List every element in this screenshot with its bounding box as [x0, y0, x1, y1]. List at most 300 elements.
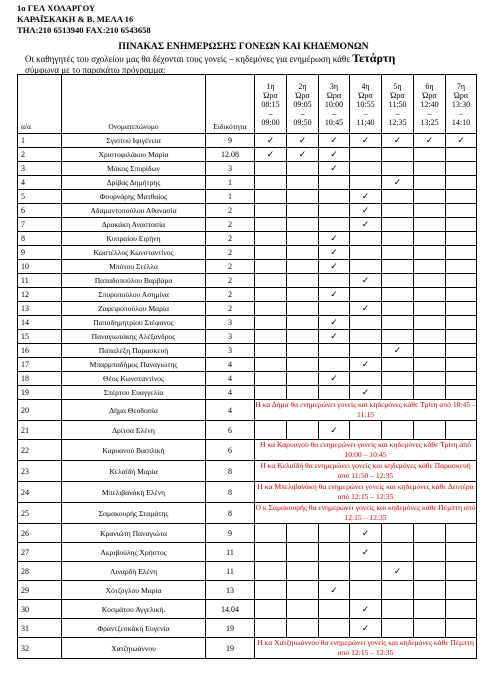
- row-number: 28: [18, 562, 62, 581]
- teacher-name: Παπαλέξη Παρασκευή: [62, 344, 206, 358]
- row-number: 17: [18, 358, 62, 372]
- period-cell: [319, 246, 350, 260]
- period-cell: [414, 600, 446, 619]
- period-cell: [382, 246, 414, 260]
- period-cell: [319, 288, 350, 302]
- period-cell: [287, 524, 319, 543]
- period-cell: [350, 581, 382, 600]
- table-row: [18, 344, 477, 358]
- check-icon: ✓: [266, 135, 275, 145]
- period-cell: [382, 274, 414, 288]
- period-cell: [319, 274, 350, 288]
- period-cell: [287, 148, 319, 162]
- table-row: [18, 218, 477, 232]
- row-number: 3: [18, 162, 62, 176]
- check-icon: ✓: [266, 149, 275, 159]
- table-row: [18, 302, 477, 316]
- teacher-name: Χατζηιωάννου: [62, 638, 206, 659]
- schedule-note: Η κα Χατζηιωάννου θα ενημερώνει γονείς και κηδεμόνες κάθε Πέμπτη από 12:15 – 12:35: [255, 638, 477, 659]
- period-cell: [350, 600, 382, 619]
- period-cell: [446, 176, 477, 190]
- table-row: [18, 358, 477, 372]
- period-cell: [287, 600, 319, 619]
- period-cell: [255, 358, 287, 372]
- period-cell: [350, 386, 382, 400]
- period-cell: [319, 581, 350, 600]
- check-icon: ✓: [330, 233, 338, 243]
- check-icon: ✓: [330, 135, 338, 145]
- row-number: 31: [18, 619, 62, 638]
- teacher-name: Μπαρμπαδήμος Παναγιώτης: [62, 358, 206, 372]
- period-cell: [319, 619, 350, 638]
- table-row: [18, 386, 477, 400]
- row-number: 25: [18, 503, 62, 524]
- period-cell: [255, 372, 287, 386]
- period-cell: [255, 386, 287, 400]
- period-cell: [414, 619, 446, 638]
- period-cell: [287, 619, 319, 638]
- row-number: 16: [18, 344, 62, 358]
- check-icon: ✓: [330, 373, 338, 383]
- period-cell: [350, 302, 382, 316]
- period-cell: [350, 421, 382, 440]
- period-cell: [350, 232, 382, 246]
- period-cell: [255, 232, 287, 246]
- period-cell: [382, 581, 414, 600]
- schedule-table: [17, 74, 477, 659]
- teacher-name: Δρίτσα Ελένη: [62, 421, 206, 440]
- teacher-name: Λιναρδή Ελένη: [62, 562, 206, 581]
- period-cell: [446, 358, 477, 372]
- table-row: [18, 260, 477, 274]
- table-row: [18, 330, 477, 344]
- check-icon: ✓: [361, 527, 370, 538]
- table-row: [18, 400, 477, 421]
- row-number: 13: [18, 302, 62, 316]
- period-cell: [446, 246, 477, 260]
- period-cell: [319, 600, 350, 619]
- col-period-7: 7η Ώρα 13:30 – 14:10: [446, 75, 477, 134]
- specialty: 4: [206, 386, 255, 400]
- period-cell: [255, 600, 287, 619]
- specialty: 19: [206, 638, 255, 659]
- period-cell: [414, 288, 446, 302]
- check-icon: ✓: [330, 261, 338, 271]
- teacher-name: Παπαδοπούλου Βαρβάρα: [62, 274, 206, 288]
- row-number: 8: [18, 232, 62, 246]
- row-number: 23: [18, 461, 62, 482]
- teacher-name: Αδαμαντοπούλου Αθανασία: [62, 204, 206, 218]
- col-period-4: 4η Ώρα 10:55 – 11:40: [350, 75, 382, 134]
- period-cell: [287, 232, 319, 246]
- row-number: 19: [18, 386, 62, 400]
- check-icon: ✓: [361, 191, 370, 201]
- col-name: Ονοματεπώνυμο: [62, 75, 206, 134]
- period-cell: [446, 386, 477, 400]
- period-cell: [287, 204, 319, 218]
- row-number: 26: [18, 524, 62, 543]
- period-cell: [350, 274, 382, 288]
- period-cell: [446, 344, 477, 358]
- period-cell: [414, 260, 446, 274]
- period-cell: [255, 543, 287, 562]
- period-cell: [414, 330, 446, 344]
- specialty: 1: [206, 190, 255, 204]
- row-number: 15: [18, 330, 62, 344]
- check-icon: ✓: [457, 135, 465, 145]
- period-cell: [350, 288, 382, 302]
- teacher-name: Κελαϊδή Μαρία: [62, 461, 206, 482]
- period-cell: [414, 581, 446, 600]
- row-number: 5: [18, 190, 62, 204]
- period-cell: [287, 316, 319, 330]
- period-cell: [319, 176, 350, 190]
- period-cell: [319, 316, 350, 330]
- table-row: [18, 440, 477, 461]
- period-cell: [446, 162, 477, 176]
- period-cell: [446, 421, 477, 440]
- check-icon: ✓: [361, 205, 370, 215]
- period-cell: [382, 562, 414, 581]
- table-row: [18, 461, 477, 482]
- period-cell: [350, 344, 382, 358]
- period-cell: [414, 134, 446, 148]
- period-cell: [446, 562, 477, 581]
- table-row: [18, 232, 477, 246]
- period-cell: [382, 524, 414, 543]
- schedule-note: Η κα Κελαϊδή θα ενημερώνει γονείς και κηδεμόνες κάθε Παρασκευή από 11:50 – 12:35: [255, 461, 477, 482]
- period-cell: [382, 148, 414, 162]
- specialty: 2: [206, 274, 255, 288]
- period-cell: [255, 274, 287, 288]
- specialty: 11: [206, 543, 255, 562]
- period-cell: [255, 134, 287, 148]
- period-cell: [287, 162, 319, 176]
- table-row: [18, 134, 477, 148]
- table-row: [18, 503, 477, 524]
- period-cell: [382, 619, 414, 638]
- teacher-name: Χριστοφιλάκου Μαρία: [62, 148, 206, 162]
- period-cell: [446, 274, 477, 288]
- specialty: 13: [206, 581, 255, 600]
- check-icon: ✓: [393, 565, 402, 576]
- row-number: 30: [18, 600, 62, 619]
- check-icon: ✓: [393, 345, 402, 355]
- period-cell: [255, 176, 287, 190]
- period-cell: [350, 162, 382, 176]
- intro-line2: σύμφωνα με το παρακάτω πρόγραμμα:: [25, 65, 166, 75]
- period-cell: [319, 218, 350, 232]
- table-row: [18, 543, 477, 562]
- col-aa: α/α: [18, 75, 62, 134]
- school-name: 1ο ΓΕΛ ΧΟΛΑΡΓΟΥ: [17, 3, 96, 13]
- schedule-note: Η κα Μπελιβανάκη θα ενημερώνει γονείς και κηδεμόνες κάθε Δευτέρα από 12:15 – 12:35: [255, 482, 477, 503]
- period-cell: [255, 288, 287, 302]
- period-cell: [414, 543, 446, 562]
- period-cell: [287, 344, 319, 358]
- period-cell: [255, 581, 287, 600]
- period-cell: [255, 162, 287, 176]
- period-cell: [255, 619, 287, 638]
- teacher-name: Χότζογλου Μαρία: [62, 581, 206, 600]
- row-number: 32: [18, 638, 62, 659]
- row-number: 20: [18, 400, 62, 421]
- specialty: 3: [206, 330, 255, 344]
- check-icon: ✓: [330, 424, 338, 435]
- row-number: 9: [18, 246, 62, 260]
- table-row: [18, 600, 477, 619]
- check-icon: ✓: [361, 387, 370, 397]
- period-cell: [446, 543, 477, 562]
- col-period-2: 2η Ώρα 09:05 – 09:50: [287, 75, 319, 134]
- period-cell: [287, 358, 319, 372]
- period-cell: [414, 562, 446, 581]
- table-row: [18, 524, 477, 543]
- period-cell: [350, 204, 382, 218]
- row-number: 18: [18, 372, 62, 386]
- period-cell: [255, 344, 287, 358]
- period-cell: [446, 148, 477, 162]
- period-cell: [382, 288, 414, 302]
- period-cell: [350, 148, 382, 162]
- check-icon: ✓: [330, 331, 338, 341]
- period-cell: [319, 190, 350, 204]
- period-cell: [350, 176, 382, 190]
- specialty: 2: [206, 232, 255, 246]
- row-number: 10: [18, 260, 62, 274]
- check-icon: ✓: [330, 149, 338, 159]
- teacher-name: Παναγιωτάκης Αλέξανδρος: [62, 330, 206, 344]
- teacher-name: Ζαφειροπούλου Μαρία: [62, 302, 206, 316]
- period-cell: [350, 218, 382, 232]
- teacher-name: Φουρνάρης Ματθαίος: [62, 190, 206, 204]
- period-cell: [414, 421, 446, 440]
- period-cell: [319, 372, 350, 386]
- period-cell: [382, 176, 414, 190]
- period-cell: [382, 358, 414, 372]
- period-cell: [414, 190, 446, 204]
- intro-text: [25, 53, 395, 76]
- check-icon: ✓: [298, 149, 307, 159]
- specialty: 6: [206, 440, 255, 461]
- table-row: [18, 148, 477, 162]
- period-cell: [350, 330, 382, 344]
- teacher-name: Κωστέλλος Κωνσταντίνος: [62, 246, 206, 260]
- specialty: 4: [206, 372, 255, 386]
- period-cell: [287, 421, 319, 440]
- period-cell: [446, 619, 477, 638]
- period-cell: [350, 190, 382, 204]
- period-cell: [319, 162, 350, 176]
- period-cell: [350, 562, 382, 581]
- row-number: 11: [18, 274, 62, 288]
- specialty: 9: [206, 134, 255, 148]
- period-cell: [287, 330, 319, 344]
- specialty: 3: [206, 316, 255, 330]
- table-row: [18, 619, 477, 638]
- period-cell: [382, 162, 414, 176]
- row-number: 7: [18, 218, 62, 232]
- col-period-5: 5η Ώρα 11:50 – 12:35: [382, 75, 414, 134]
- period-cell: [287, 581, 319, 600]
- table-row: [18, 421, 477, 440]
- period-cell: [287, 218, 319, 232]
- period-cell: [446, 134, 477, 148]
- period-cell: [446, 218, 477, 232]
- period-cell: [382, 260, 414, 274]
- specialty: 9: [206, 524, 255, 543]
- check-icon: ✓: [393, 135, 402, 145]
- specialty: 2: [206, 218, 255, 232]
- period-cell: [446, 600, 477, 619]
- check-icon: ✓: [361, 275, 370, 285]
- period-cell: [255, 302, 287, 316]
- row-number: 21: [18, 421, 62, 440]
- period-cell: [319, 344, 350, 358]
- period-cell: [350, 543, 382, 562]
- table-row: [18, 482, 477, 503]
- period-cell: [319, 302, 350, 316]
- specialty: 14.04: [206, 600, 255, 619]
- period-cell: [319, 386, 350, 400]
- schedule-note: Η κα Δήμα θα ενημερώνει γονείς και κηδεμόνες κάθε Τρίτη από 10:45 – 11:15: [255, 400, 476, 419]
- period-cell: [319, 524, 350, 543]
- teacher-name: Σπυροπούλου Ασημίνα: [62, 288, 206, 302]
- check-icon: ✓: [298, 135, 307, 145]
- period-cell: [319, 330, 350, 344]
- col-period-1: 1η Ώρα 08:15 – 09:00: [255, 75, 287, 134]
- period-cell: [319, 134, 350, 148]
- period-cell: [382, 344, 414, 358]
- period-cell: [414, 162, 446, 176]
- row-number: 2: [18, 148, 62, 162]
- period-cell: [414, 302, 446, 316]
- schedule-note: Η κα Καρυανού θα ενημερώνει γονείς και κηδεμόνες κάθε Τρίτη από 10:00 – 10:45: [255, 440, 477, 461]
- period-cell: [382, 421, 414, 440]
- period-cell: [446, 302, 477, 316]
- check-icon: ✓: [361, 359, 370, 369]
- specialty: 8: [206, 461, 255, 482]
- teacher-name: Μπότου Στέλλα: [62, 260, 206, 274]
- period-cell: [287, 288, 319, 302]
- period-cell: [319, 232, 350, 246]
- period-cell: [350, 372, 382, 386]
- teacher-name: Φραντζεσκάκη Ευγενία: [62, 619, 206, 638]
- period-cell: [446, 372, 477, 386]
- teacher-name: Δήμα Θεοδοσία: [62, 400, 206, 421]
- period-cell: [414, 274, 446, 288]
- specialty: 1: [206, 176, 255, 190]
- period-cell: [350, 246, 382, 260]
- period-cell: [255, 562, 287, 581]
- check-icon: ✓: [361, 219, 370, 229]
- period-cell: [350, 358, 382, 372]
- check-icon: ✓: [330, 163, 338, 173]
- period-cell: [350, 619, 382, 638]
- period-cell: [382, 232, 414, 246]
- period-cell: [255, 316, 287, 330]
- check-icon: ✓: [361, 546, 370, 557]
- period-cell: [287, 386, 319, 400]
- teacher-name: Κυπραίου Ειρήνη: [62, 232, 206, 246]
- teacher-name: Μάκος Σπυρίδων: [62, 162, 206, 176]
- period-cell: [255, 204, 287, 218]
- period-cell: [255, 190, 287, 204]
- col-period-3: 3η Ώρα 10:00 – 10:45: [319, 75, 350, 134]
- teacher-name: Θέος Κωνσταντίνος: [62, 372, 206, 386]
- period-cell: [446, 232, 477, 246]
- period-cell: [446, 204, 477, 218]
- period-cell: [414, 176, 446, 190]
- specialty: 3: [206, 344, 255, 358]
- specialty: 2: [206, 288, 255, 302]
- period-cell: [350, 260, 382, 274]
- period-cell: [446, 288, 477, 302]
- row-number: 29: [18, 581, 62, 600]
- period-cell: [414, 524, 446, 543]
- teacher-name: Ακριβούλης Χρήστος: [62, 543, 206, 562]
- period-cell: [319, 148, 350, 162]
- period-cell: [414, 246, 446, 260]
- period-cell: [414, 372, 446, 386]
- header-row: [18, 75, 477, 134]
- period-cell: [350, 134, 382, 148]
- period-cell: [255, 148, 287, 162]
- period-cell: [382, 600, 414, 619]
- period-cell: [319, 543, 350, 562]
- period-cell: [382, 204, 414, 218]
- period-cell: [446, 190, 477, 204]
- check-icon: ✓: [361, 603, 370, 614]
- period-cell: [382, 330, 414, 344]
- period-cell: [255, 421, 287, 440]
- specialty: 2: [206, 204, 255, 218]
- check-icon: ✓: [425, 135, 434, 145]
- schedule-note: Ο κ Σαμακουρής θα ενημερώνει γονείς και κηδεμόνες κάθε Πέμπτη από 12:15 – 12:35: [255, 503, 476, 522]
- check-icon: ✓: [330, 317, 338, 327]
- period-cell: [319, 421, 350, 440]
- period-cell: [382, 302, 414, 316]
- period-cell: [414, 316, 446, 330]
- period-cell: [446, 316, 477, 330]
- period-cell: [414, 358, 446, 372]
- table-row: [18, 316, 477, 330]
- period-cell: [382, 316, 414, 330]
- period-cell: [287, 260, 319, 274]
- period-cell: [382, 543, 414, 562]
- table-row: [18, 246, 477, 260]
- period-cell: [446, 581, 477, 600]
- period-cell: [446, 524, 477, 543]
- period-cell: [287, 302, 319, 316]
- period-cell: [255, 260, 287, 274]
- teacher-name: Κοσμάτου Αγγελική.: [62, 600, 206, 619]
- period-cell: [382, 218, 414, 232]
- table-row: [18, 176, 477, 190]
- specialty: 19: [206, 619, 255, 638]
- specialty: 2: [206, 260, 255, 274]
- school-address: ΚΑΡΑΪΣΚΑΚΗ & Β. ΜΕΛΑ 16: [17, 14, 134, 24]
- table-row: [18, 190, 477, 204]
- period-cell: [255, 330, 287, 344]
- period-cell: [414, 218, 446, 232]
- period-cell: [319, 204, 350, 218]
- period-cell: [319, 260, 350, 274]
- specialty: 8: [206, 482, 255, 503]
- specialty: 4: [206, 400, 255, 421]
- teacher-name: Μπελιβανάκη Ελένη: [62, 482, 206, 503]
- intro-day: Τετάρτη: [352, 51, 396, 65]
